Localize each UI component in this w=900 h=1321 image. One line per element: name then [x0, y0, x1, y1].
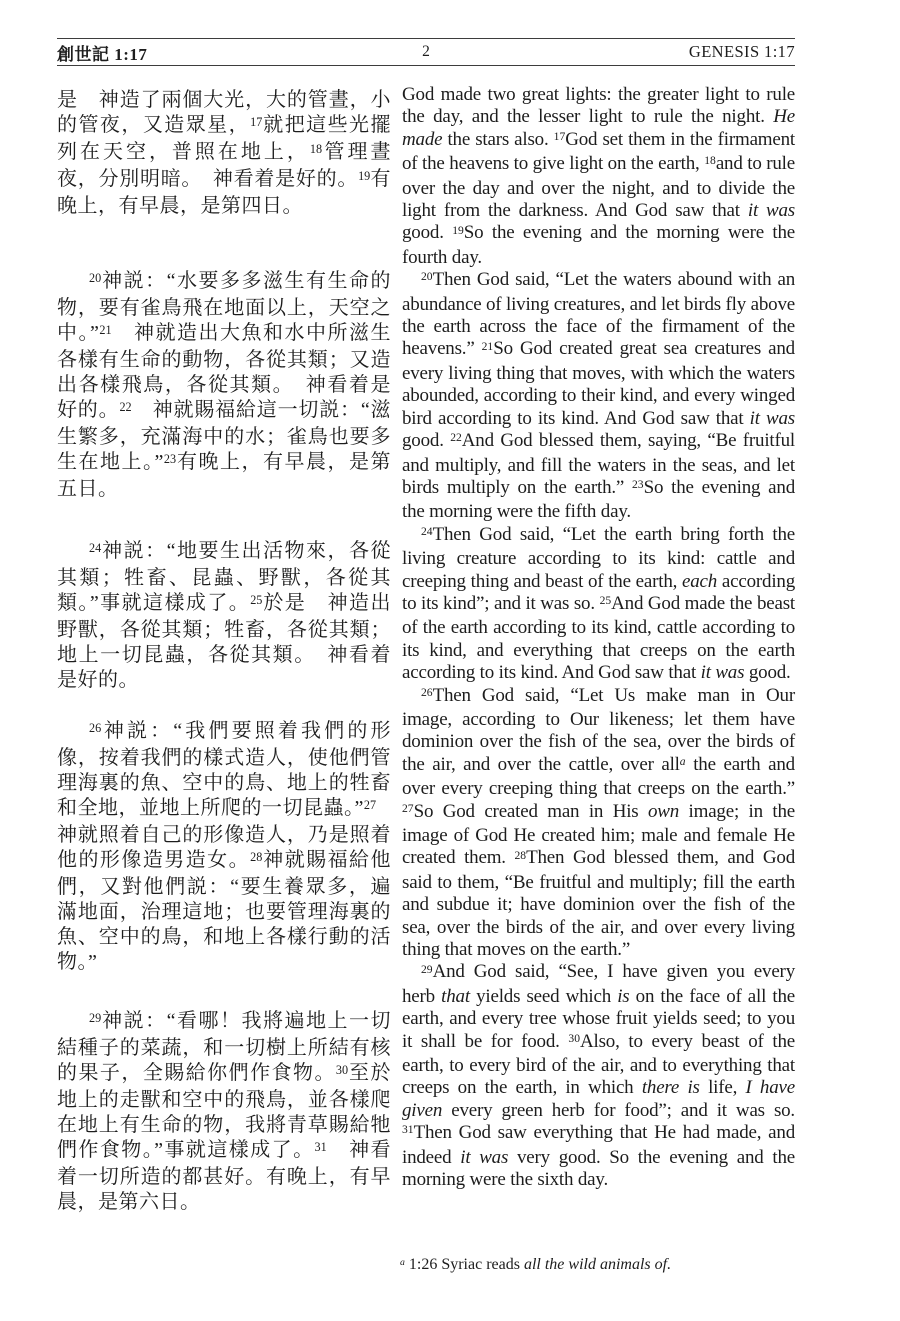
text-run: there is — [641, 1077, 700, 1099]
chinese-paragraph-v26-28 — [57, 719, 397, 975]
verse-number: 18 — [309, 141, 323, 156]
text-run: very good. So the evening and the morning were the sixth day. — [402, 1146, 795, 1191]
verse-number: 21 — [99, 322, 112, 337]
text-run: 至於地上的走獸和空中的飛鳥，並各樣爬在地上有生命的物，我將青草賜給牠們作食物。”事就這樣成了。 — [57, 1062, 392, 1161]
verse-number: 25 — [599, 594, 612, 608]
text-run: So the evening and the morning were the fifth day. — [402, 476, 795, 523]
text-run: 1:26 Syriac reads — [404, 1256, 524, 1273]
english-paragraph-v26-28 — [402, 685, 795, 962]
english-paragraph-v29-31 — [402, 961, 795, 1191]
text-run: 神就照着自己的形像造人，乃是照着他的形像造男造女。 — [57, 797, 397, 871]
verse-number: 31 — [314, 1139, 327, 1154]
verse-number: 27 — [363, 797, 377, 812]
verse-number: 26 — [421, 685, 433, 699]
text-run: 管理晝夜，分別明暗。 神看着是好的。 — [57, 141, 392, 190]
text-run: 就把這些光擺列在天空，普照在地上， — [57, 114, 392, 163]
text-run: God made two great lights: the greater light to rule the day, and the lesser light to rule the night. — [402, 84, 795, 128]
page-number: 2 — [422, 43, 430, 60]
verse-number: a — [400, 1256, 405, 1268]
text-run: 是 神造了兩個大光，大的管晝，小的管夜，又造眾星， — [57, 89, 391, 136]
text-run: 有晚上，有早晨，是第五日。 — [57, 451, 391, 500]
verse-number: a — [679, 754, 686, 768]
header-right-title: GENESIS 1:17 — [688, 42, 795, 61]
verse-number: 25 — [250, 592, 263, 607]
text-run: image; in the image of God He created him; male and female He created them. — [402, 800, 795, 869]
verse-number: 17 — [250, 114, 263, 129]
text-run: Then God blessed them, and God said to them, “Be fruitful and multiply; fill the earth and subdue it; have dominion over the fish of the sea, over the birds of the air, and over every living thing that moves on the earth.” — [402, 847, 796, 961]
english-paragraph-v20-23 — [402, 269, 795, 523]
text-run: it was — [460, 1146, 509, 1168]
text-run: good. — [402, 430, 451, 452]
text-run: 神看着一切所造的都甚好。有晚上，有早晨，是第六日。 — [57, 1139, 392, 1213]
text-run: So God created man in His — [413, 800, 648, 822]
verse-number: 20 — [421, 270, 433, 284]
verse-number: 22 — [119, 399, 132, 414]
verse-number: 22 — [450, 431, 462, 445]
verse-number: 30 — [335, 1062, 349, 1077]
verse-number: 23 — [163, 451, 177, 466]
text-run: Then God said, “Let the waters abound with an abundance of living creatures, and let birds fly above the earth across the face of the firmament of the heavens.” — [402, 269, 795, 360]
footnote — [400, 1255, 793, 1277]
english-paragraph-v16-19 — [402, 84, 795, 269]
header-left-title: 創世記 1:17 — [57, 44, 148, 64]
verse-number: 30 — [568, 1031, 580, 1045]
text-run: each — [682, 570, 718, 592]
text-run: 神就造出大魚和水中所滋生各樣有生命的動物，各從其類；又造出各樣飛鳥，各從其類。 神看着是好的。 — [57, 322, 391, 421]
text-run: 有晚上，有早晨，是第四日。 — [57, 168, 392, 217]
verse-number: 26 — [89, 720, 102, 735]
verse-number: 19 — [358, 168, 371, 183]
text-run: good. — [402, 222, 453, 244]
text-run: it was — [747, 200, 795, 222]
text-run: Also, to every beast of the earth, to every bird of the air, and to everything that creeps on the earth, in which — [402, 1030, 795, 1099]
text-run: God set them in the firmament of the heavens to give light on the earth, — [402, 128, 795, 175]
english-paragraph-v24-25 — [402, 524, 795, 685]
text-run: the stars also. — [442, 128, 554, 150]
verse-number: 18 — [704, 154, 716, 168]
text-run: 神就賜福給這一切説：“滋生繁多，充滿海中的水；雀鳥也要多生在地上。” — [57, 399, 392, 473]
text-run: And God said, “See, I have given you every herb — [402, 961, 795, 1007]
text-run: So God created great sea creatures and every living thing that moves, with which the waters abounded, according to their kind, and every winged bird according to its kind. And God saw that — [402, 338, 795, 429]
text-run: is — [617, 985, 630, 1007]
text-run: the earth and over every creeping thing that creeps on the earth.” — [402, 753, 795, 800]
text-run: Then God said, “Let Us make man in Our image, according to Our likeness; let them have dominion over the fish of the sea, over the birds of the air, and over the cattle, over all — [402, 684, 795, 775]
text-run: good. — [744, 662, 791, 684]
verse-number: 19 — [452, 223, 464, 237]
text-run: 神説：“水要多多滋生有生命的物，要有雀鳥飛在地面以上，天空之中。” — [57, 270, 391, 344]
chinese-paragraph-v29-31 — [57, 1009, 391, 1215]
verse-number: 29 — [89, 1010, 102, 1025]
text-run: it was — [700, 662, 745, 684]
verse-number: 27 — [402, 801, 414, 815]
verse-number: 24 — [89, 540, 102, 555]
text-run: life, — [699, 1077, 746, 1099]
running-head — [57, 38, 795, 66]
text-run: And God blessed them, saying, “Be fruitful and multiply, and fill the waters in the seas, and let birds multiply on the earth.” — [402, 430, 795, 498]
text-run: Then God said, “Let the earth bring forth the living creature according to its kind: cattle and creeping thing and beast of the earth, — [402, 523, 795, 592]
chinese-paragraph-v20-23 — [57, 269, 391, 502]
verse-number: 24 — [421, 524, 433, 538]
text-run: it was — [749, 407, 795, 429]
verse-number: 28 — [250, 849, 263, 864]
text-run: So the evening and the morning were the fourth day. — [402, 222, 795, 268]
text-run: all the wild animals of. — [523, 1256, 672, 1273]
verse-number: 31 — [402, 1123, 414, 1137]
text-run: and to rule over the day and over the night, and to divide the light from the darkness. And God saw that — [402, 153, 795, 222]
text-run: according to its kind”; and it was so. — [402, 570, 795, 614]
english-column — [402, 84, 795, 1192]
verse-number: 17 — [553, 129, 566, 143]
text-run: on the face of all the earth, and every tree whose fruit yields seed; to you it shall be for food. — [402, 985, 795, 1052]
text-run: own — [647, 800, 680, 822]
text-run: He made — [402, 106, 795, 150]
text-run: 神就賜福給他們，又對他們説：“要生養眾多，遍滿地面，治理這地；也要管理海裏的魚、空中的鳥，和地上各樣行動的活物。” — [57, 849, 392, 973]
text-run: that — [441, 985, 470, 1007]
text-run: Then God saw everything that He had made, and indeed — [402, 1122, 795, 1168]
text-run: And God made the beast of the earth according to its kind, cattle according to its kind, and everything that creeps on the earth according to its kind. And God saw that — [402, 592, 795, 684]
text-run: 於是 神造出野獸，各從其類；牲畜，各從其類；地上一切昆蟲，各從其類。 神看着是好的。 — [57, 592, 391, 691]
text-run: yields seed which — [469, 985, 618, 1007]
text-run: 神説：“看哪！我將遍地上一切結種子的菜蔬，和一切樹上所結有核的果子，全賜給你們作食物。 — [57, 1010, 391, 1084]
text-run: every green herb for food”; and it was so. — [442, 1099, 795, 1121]
text-run: 神説：“我們要照着我們的形像，按着我們的樣式造人，使他們管理海裏的魚、空中的鳥、地上的牲畜和全地，並地上所爬的一切昆蟲。” — [57, 720, 391, 819]
text-run: 神説：“地要生出活物來，各從其類；牲畜、昆蟲、野獸，各從其類。”事就這樣成了。 — [57, 540, 391, 614]
verse-number: 23 — [632, 478, 644, 492]
verse-number: 28 — [514, 848, 527, 862]
chinese-paragraph-v24-25 — [57, 539, 391, 693]
verse-number: 29 — [421, 962, 433, 976]
verse-number: 20 — [89, 270, 102, 285]
chinese-paragraph-v16-19 — [57, 88, 391, 219]
text-run: I have given — [402, 1077, 795, 1121]
verse-number: 21 — [481, 339, 494, 353]
